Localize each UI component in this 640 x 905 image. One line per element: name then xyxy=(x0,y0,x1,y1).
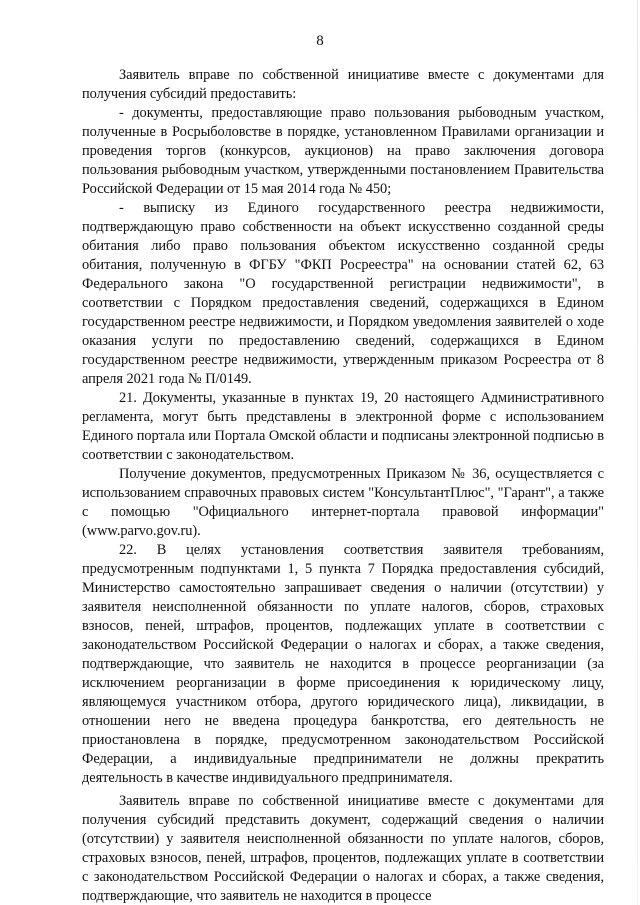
scan-edge xyxy=(637,0,638,905)
paragraph-egrn-extract: - выписку из Единого государственного реестра недвижимости, подтверждающую право собственности на объект искусственно созданной среды обитания либо право пользования объектом искусственно созданной среды обитания, полученную в ФГБУ "ФКП Росреестра" на основании статей 62, 63 Федерального закона "О государственной регистрации недвижимости", в соответствии с Порядком предоставления сведений, содержащихся в Едином государственном реестре недвижимости, и Порядком уведомления заявителей о ходе оказания услуги по предоставлению сведений, содержащихся в Едином государственном реестре недвижимости, утвержденным приказом Росреестра от 8 апреля 2021 года № П/0149. xyxy=(82,200,604,387)
paragraph-21-electronic-form: 21. Документы, указанные в пунктах 19, 20 настоящего Административного регламента, могут быть представлены в электронной форме с использованием Единого портала или Портала Омской области и подписаны электронной подписью в соответствии с законодательством. xyxy=(82,390,604,463)
page-number: 8 xyxy=(316,33,324,49)
paragraph-order-36: Получение документов, предусмотренных Приказом № 36, осуществляется с использованием справочных правовых систем "КонсультантПлюс", "Гарант", а также с помощью "Официального интернет-портала правовой информации" (www.parvo.gov.ru). xyxy=(82,466,604,539)
paragraph-applicant-right: Заявитель вправе по собственной инициативе вместе с документами для получения субсидий предоставить: xyxy=(82,67,604,102)
paragraph-tax-document: Заявитель вправе по собственной инициативе вместе с документами для получения субсидий представить документ, содержащий сведения о наличии (отсутствии) у заявителя неисполненной обязанности по уплате налогов, сборов, страховых взносов, пеней, штрафов, процентов, подлежащих уплате в соответствии с законодательством Российской Федерации о налогах и сборах, а также сведения, подтверждающие, что заявитель не находится в процессе xyxy=(82,793,604,904)
paragraph-fish-plot-documents: - документы, предоставляющие право пользования рыбоводным участком, полученные в Росрыболовстве в порядке, установленном Правилами организации и проведения торгов (конкурсов, аукционов) на право заключения договора пользования рыбоводным участком, утвержденными постановлением Правительства Российской Федерации от 15 мая 2014 года № 450; xyxy=(82,105,604,197)
document-body xyxy=(82,66,604,905)
paragraph-22-requirements: 22. В целях установления соответствия заявителя требованиям, предусмотренным подпунктами 1, 5 пункта 7 Порядка предоставления субсидий, Министерство самостоятельно запрашивает сведения о наличии (отсутствии) у заявителя неисполненной обязанности по уплате налогов, сборов, страховых взносов, пеней, штрафов, процентов, подлежащих уплате в соответствии с законодательством Российской Федерации о налогах и сборах, а также сведения, подтверждающие, что заявитель не находится в процессе реорганизации (за исключением реорганизации в форме присоединения к юридическому лицу, являющемуся участником отбора, другого юридического лица), ликвидации, в отношении него не введена процедура банкротства, его деятельность не приостановлена в порядке, предусмотренном законодательством Российской Федерации, а индивидуальные предприниматели не должны прекратить деятельность в качестве индивидуального предпринимателя. xyxy=(82,542,604,786)
